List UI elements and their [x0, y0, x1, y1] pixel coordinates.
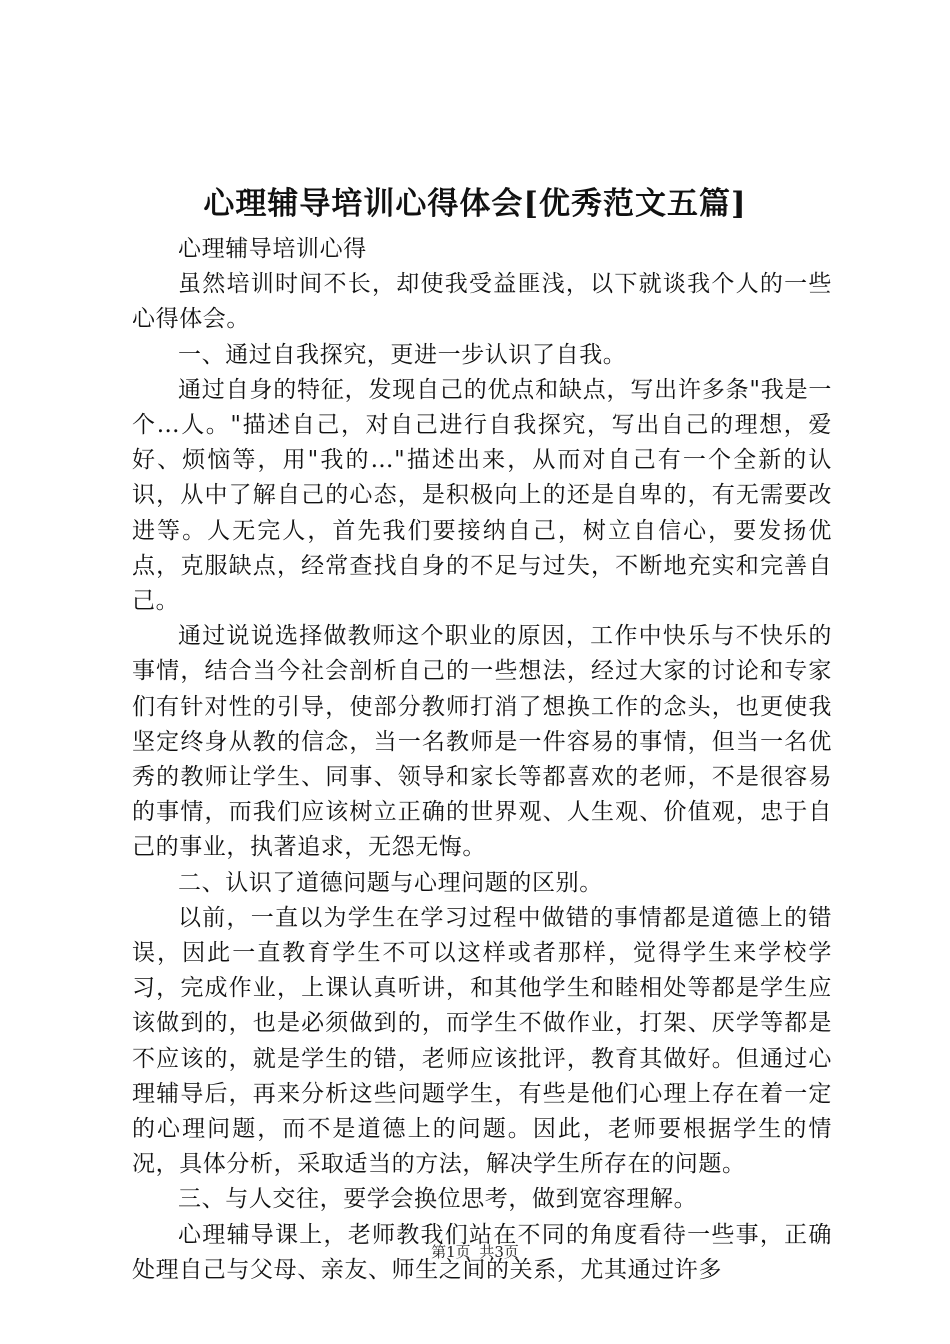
page-footer	[0, 1242, 950, 1262]
section-heading-1: 一、通过自我探究，更进一步认识了自我。	[178, 341, 627, 368]
subtitle-paragraph: 心理辅导培训心得	[178, 236, 367, 262]
body-paragraph: 通过自身的特征，发现自己的优点和缺点，写出许多条"我是一个…人。"描述自己，对自己进行自我探究，写出自己的理想，爱好、烦恼等，用"我的…"描述出来，从而对自己有一个全新的认识，从中了解自己的心态，是积极向上的还是自卑的，有无需要改进等。人无完人，首先我们要接纳自己，树立自信心，要发扬优点，克服缺点，经常查找自身的不足与过失，不断地充实和完善自己。	[132, 376, 832, 615]
intro-paragraph: 虽然培训时间不长，却使我受益匪浅，以下就谈我个人的一些心得体会。	[132, 271, 832, 333]
page-number: 第1页	[431, 1243, 471, 1261]
body-paragraph: 心理辅导课上，老师教我们站在不同的角度看待一些事，正确处理自己与父母、亲友、师生之间的关系，尤其通过许多	[132, 1221, 832, 1283]
page-total: 共3页	[479, 1243, 519, 1261]
document-title: 心理辅导培训心得体会[优秀范文五篇]	[203, 186, 747, 222]
section-heading-2: 二、认识了道德问题与心理问题的区别。	[178, 869, 603, 896]
body-paragraph: 以前，一直以为学生在学习过程中做错的事情都是道德上的错误，因此一直教育学生不可以这样或者那样，觉得学生来学校学习，完成作业，上课认真听讲，和其他学生和睦相处等都是学生应该做到的，也是必须做到的，而学生不做作业，打架、厌学等都是不应该的，就是学生的错，老师应该批评，教育其做好。但通过心理辅导后，再来分析这些问题学生，有些是他们心理上存在着一定的心理问题，而不是道德上的问题。因此，老师要根据学生的情况，具体分析，采取适当的方法，解决学生所存在的问题。	[132, 904, 832, 1178]
section-heading-3: 三、与人交往，要学会换位思考，做到宽容理解。	[178, 1186, 698, 1213]
document-body	[132, 232, 832, 1288]
body-paragraph: 通过说说选择做教师这个职业的原因，工作中快乐与不快乐的事情，结合当今社会剖析自己的一些想法，经过大家的讨论和专家们有针对性的引导，使部分教师打消了想换工作的念头，也更使我坚定终身从教的信念，当一名教师是一件容易的事情，但当一名优秀的教师让学生、同事、领导和家长等都喜欢的老师，不是很容易的事情，而我们应该树立正确的世界观、人生观、价值观，忠于自己的事业，执著追求，无怨无悔。	[132, 623, 832, 861]
